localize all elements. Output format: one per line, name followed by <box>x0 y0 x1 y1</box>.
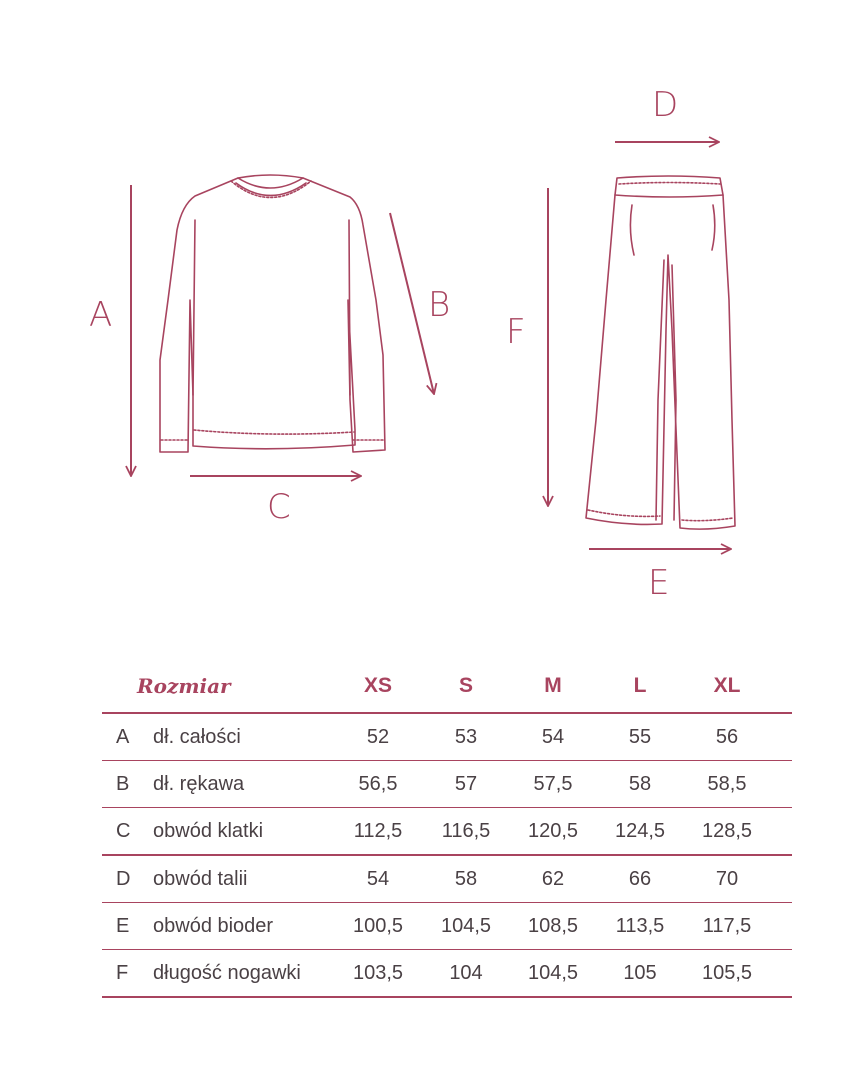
table-cell: 66 <box>628 867 652 890</box>
table-cell: 62 <box>541 867 565 890</box>
dimension-label-a: A <box>89 295 113 335</box>
table-row <box>102 761 792 807</box>
dimension-label-b: B <box>428 285 451 325</box>
row-label: długość nogawki <box>153 961 301 984</box>
size-header: M <box>544 674 562 697</box>
table-cell: 112,5 <box>353 819 403 842</box>
dimension-arrows <box>131 142 731 549</box>
dimension-label-e: E <box>648 563 670 603</box>
table-cell: 120,5 <box>527 819 579 842</box>
table-cell: 108,5 <box>527 914 579 937</box>
table-row <box>102 714 792 760</box>
trousers-drawing <box>586 176 735 529</box>
row-code: A <box>116 725 130 748</box>
dimension-label-c: C <box>267 487 291 527</box>
table-cell: 103,5 <box>352 961 404 984</box>
table-cell: 57,5 <box>533 772 573 795</box>
table-row <box>102 903 792 949</box>
size-header: XS <box>363 674 392 697</box>
table-cell: 56,5 <box>358 772 398 795</box>
table-cell: 104,5 <box>527 961 579 984</box>
row-code: C <box>116 819 131 842</box>
row-code: B <box>116 772 130 795</box>
table-cell: 124,5 <box>614 819 666 842</box>
table-cell: 55 <box>628 725 652 748</box>
table-cell: 54 <box>366 867 390 890</box>
row-code: D <box>116 867 131 890</box>
table-cell: 52 <box>366 725 390 748</box>
table-cell: 70 <box>715 867 739 890</box>
table-cell: 113,5 <box>615 914 665 937</box>
row-label: dł. rękawa <box>153 772 245 795</box>
table-cell: 58 <box>454 867 478 890</box>
row-code: F <box>116 961 129 984</box>
table-cell: 58 <box>628 772 652 795</box>
dimension-label-d: D <box>652 85 679 125</box>
size-header: XL <box>713 674 741 697</box>
table-cell: 105 <box>623 961 657 984</box>
table-cell: 117,5 <box>702 914 752 937</box>
table-row <box>102 856 792 902</box>
table-divider <box>102 996 792 998</box>
table-cell: 58,5 <box>707 772 747 795</box>
table-header-row <box>102 660 792 712</box>
row-label: dł. całości <box>153 725 241 748</box>
table-cell: 105,5 <box>701 961 753 984</box>
table-row <box>102 950 792 996</box>
table-cell: 128,5 <box>701 819 753 842</box>
table-cell: 104 <box>449 961 483 984</box>
table-cell: 100,5 <box>352 914 404 937</box>
table-cell: 54 <box>541 725 565 748</box>
size-header: S <box>458 674 473 697</box>
table-row <box>102 808 792 854</box>
size-header: L <box>633 674 647 697</box>
sweater-drawing <box>160 175 385 452</box>
row-code: E <box>116 914 130 937</box>
table-cell: 104,5 <box>440 914 492 937</box>
row-label: obwód talii <box>153 867 248 890</box>
table-cell: 53 <box>454 725 478 748</box>
dimension-label-f: F <box>506 312 526 352</box>
table-cell: 56 <box>715 725 739 748</box>
row-label: obwód bioder <box>153 914 274 937</box>
size-table <box>102 660 792 998</box>
table-title: Rozmiar <box>137 674 231 698</box>
row-label: obwód klatki <box>153 819 264 842</box>
table-cell: 116,5 <box>441 819 491 842</box>
table-cell: 57 <box>454 772 478 795</box>
